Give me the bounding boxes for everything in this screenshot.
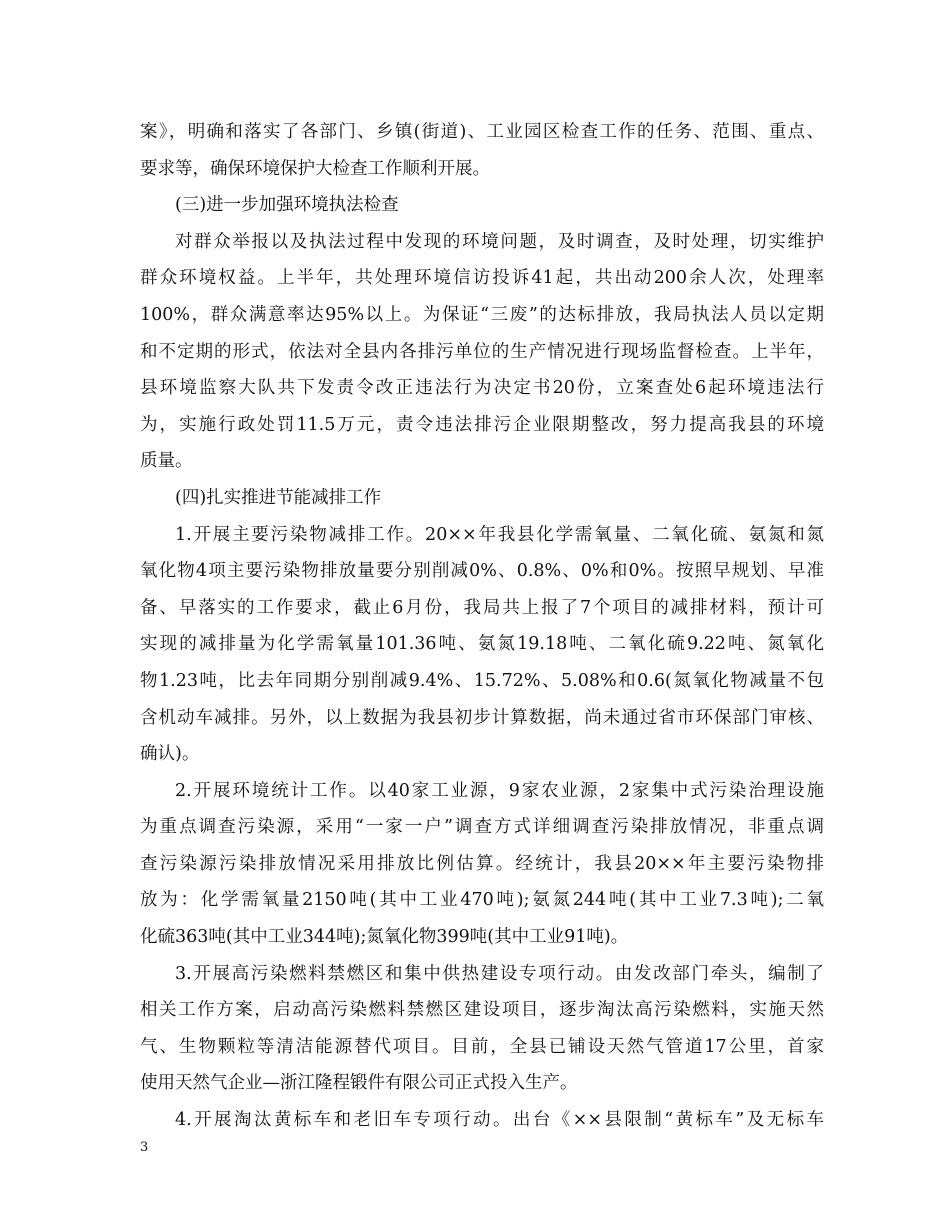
text-line: 确认)。 [140, 744, 200, 765]
text-line: 100%，群众满意率达95%以上。为保证“三废”的达标排放，我局执法人员以定期 [140, 304, 824, 325]
text-line: 气、生物颗粒等清洁能源替代项目。目前，全县已铺设天然气管道17公里，首家 [140, 1036, 824, 1057]
text-line: 为，实施行政处罚11.5万元，责令违法排污企业限期整改，努力提高我县的环境 [140, 414, 824, 435]
text-line: 备、早落实的工作要求，截止6月份，我局共上报了7个项目的减排材料，预计可 [140, 597, 824, 618]
text-line: 2.开展环境统计工作。以40家工业源，9家农业源，2家集中式污染治理设施 [175, 780, 824, 801]
text-line: 物1.23吨，比去年同期分别削减9.4%、15.72%、5.08%和0.6(氮氧化物减量不包 [140, 670, 824, 691]
text-line: 1.开展主要污染物减排工作。20××年我县化学需氧量、二氧化硫、氨氮和氮 [175, 524, 824, 545]
text-line: 3.开展高污染燃料禁燃区和集中供热建设专项行动。由发改部门牵头，编制了 [175, 963, 824, 984]
text-line: 含机动车减排。另外，以上数据为我县初步计算数据，尚未通过省市环保部门审核、 [140, 707, 824, 728]
text-line: 质量。 [140, 451, 193, 472]
text-line: 放为：化学需氧量2150吨(其中工业470吨);氨氮244吨(其中工业7.3吨);二氧 [140, 890, 824, 911]
text-line: 相关工作方案，启动高污染燃料禁燃区建设项目，逐步淘汰高污染燃料，实施天然 [140, 1000, 824, 1021]
text-line: 实现的减排量为化学需氧量101.36吨、氨氮19.18吨、二氧化硫9.22吨、氮氧化 [140, 634, 824, 655]
text-line: 群众环境权益。上半年，共处理环境信访投诉41起，共出动200余人次，处理率 [140, 268, 824, 289]
page-number: 3 [140, 1140, 149, 1155]
text-line: 化硫363吨(其中工业344吨);氮氧化物399吨(其中工业91吨)。 [140, 927, 629, 948]
text-line: 氧化物4项主要污染物排放量要分别削减0%、0.8%、0%和0%。按照早规划、早准 [140, 561, 824, 582]
text-line: (四)扎实推进节能减排工作 [175, 487, 382, 508]
text-line: 对群众举报以及执法过程中发现的环境问题，及时调查，及时处理，切实维护 [175, 231, 824, 252]
text-line: 为重点调查污染源，采用“一家一户”调查方式详细调查污染排放情况，非重点调 [140, 817, 824, 838]
body-text [140, 114, 824, 1139]
text-line: 县环境监察大队共下发责令改正违法行为决定书20份，立案查处6起环境违法行 [140, 378, 824, 399]
text-line: 4.开展淘汰黄标车和老旧车专项行动。出台《××县限制“黄标车”及无标车 [175, 1110, 824, 1131]
text-line: 要求等，确保环境保护大检查工作顺利开展。 [140, 158, 490, 179]
text-line: 和不定期的形式，依法对全县内各排污单位的生产情况进行现场监督检查。上半年， [140, 341, 824, 362]
text-line: (三)进一步加强环境执法检查 [175, 195, 399, 216]
text-line: 使用天然气企业—浙江隆程锻件有限公司正式投入生产。 [140, 1073, 578, 1094]
text-line: 查污染源污染排放情况采用排放比例估算。经统计，我县20××年主要污染物排 [140, 853, 824, 874]
text-line: 案》，明确和落实了各部门、乡镇(街道)、工业园区检查工作的任务、范围、重点、 [140, 122, 824, 142]
